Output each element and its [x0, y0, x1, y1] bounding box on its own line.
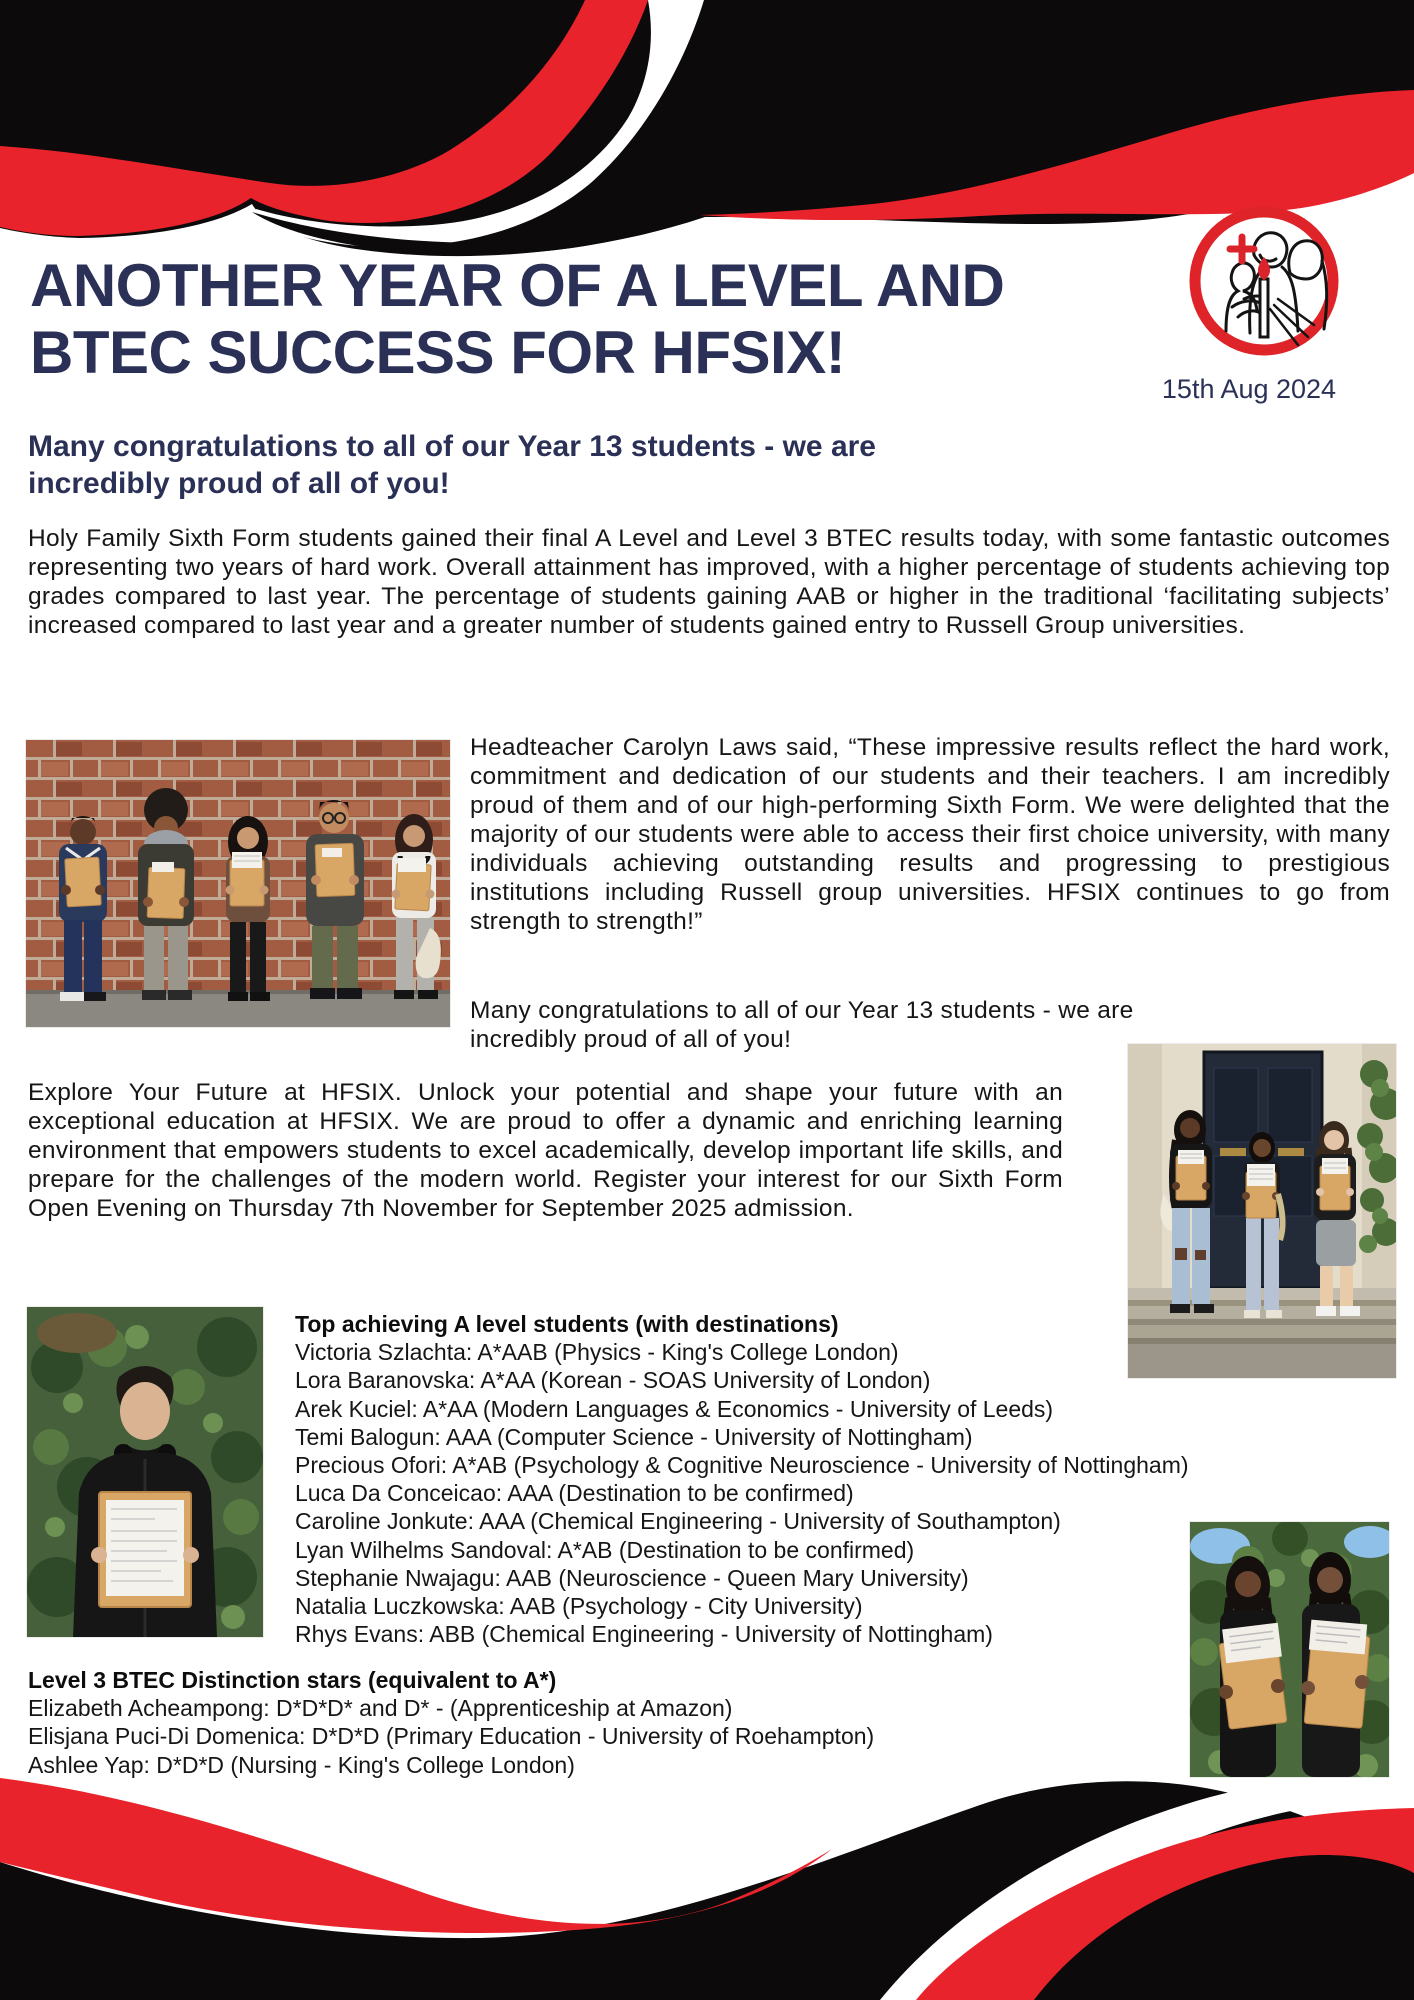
intro-paragraph: Holy Family Sixth Form students gained their final A Level and Level 3 BTEC results today, with some fantastic outcomes representing two years of hard work. Overall attainment has improved, with a higher percentage of students achieving top grades compared to last year. The percentage of students gaining AAB or higher in the traditional ‘facilitating subjects’ increased compared to last year and a greater number of students gained entry to Russell Group universities.: [28, 525, 1390, 639]
footer-swoosh-art: [0, 1765, 1414, 2000]
a-level-student-row: Victoria Szlachta: A*AAB (Physics - King's College London): [295, 1339, 899, 1366]
a-level-student-row: Lyan Wilhelms Sandoval: A*AB (Destination to be confirmed): [295, 1536, 915, 1563]
a-level-student-row: Temi Balogun: AAA (Computer Science - University of Nottingham): [295, 1423, 973, 1450]
a-level-student-row: Lora Baranovska: A*AA (Korean - SOAS University of London): [295, 1367, 931, 1394]
btec-results-list: [28, 1666, 874, 1779]
a-level-student-row: Precious Ofori: A*AB (Psychology & Cognitive Neuroscience - University of Nottingham): [295, 1452, 1189, 1479]
a-level-student-row: Stephanie Nwajagu: AAB (Neuroscience - Queen Mary University): [295, 1564, 969, 1591]
title-line-2: BTEC SUCCESS FOR HFSIX!: [30, 319, 846, 386]
a-level-student-row: Arek Kuciel: A*AA (Modern Languages & Economics - University of Leeds): [295, 1395, 1054, 1422]
photo-two-students: [1190, 1522, 1389, 1777]
explore-paragraph: Explore Your Future at HFSIX. Unlock your potential and shape your future with an exceptional education at HFSIX. We are proud to offer a dynamic and enriching learning environment that empowers students to excel academically, develop important life skills, and prepare for the challenges of the modern world. Register your interest for our Sixth Form Open Evening on Thursday 7th November for September 2025 admission.: [28, 1079, 1063, 1222]
a-level-student-row: Luca Da Conceicao: AAA (Destination to be confirmed): [295, 1480, 854, 1507]
intro-subtitle: Many congratulations to all of our Year 13 students - we are incredibly proud of all of you!: [28, 430, 876, 500]
congratulations-paragraph: Many congratulations to all of our Year 13 students - we are incredibly proud of all of you!: [470, 997, 1134, 1053]
school-logo: [1186, 203, 1342, 359]
headteacher-quote: Headteacher Carolyn Laws said, “These impressive results reflect the hard work, commitment and dedication of our students and their teachers. I am incredibly proud of them and of our high-performing Sixth Form. We were delighted that the majority of our students were able to access their first choice university, with many individuals achieving outstanding results and progressing to prestigious institutions including Russell group universities. HFSIX continues to go from strength to strength!”: [470, 734, 1390, 935]
title-line-1: ANOTHER YEAR OF A LEVEL AND: [30, 252, 1005, 319]
page-title: [30, 252, 1030, 386]
a-level-results-list: [295, 1310, 1189, 1648]
btec-student-row: Elizabeth Acheampong: D*D*D* and D* - (Apprenticeship at Amazon): [28, 1695, 733, 1722]
photo-single-student: [27, 1307, 263, 1637]
btec-student-row: Ashlee Yap: D*D*D (Nursing - King's College London): [28, 1751, 575, 1778]
btec-student-row: Elisjana Puci-Di Domenica: D*D*D (Primary Education - University of Roehampton): [28, 1723, 875, 1750]
publish-date: 15th Aug 2024: [1161, 374, 1337, 404]
a-level-student-row: Natalia Luczkowska: AAB (Psychology - City University): [295, 1593, 863, 1620]
a-level-student-row: Caroline Jonkute: AAA (Chemical Engineering - University of Southampton): [295, 1508, 1061, 1535]
a-level-heading: Top achieving A level students (with destinations): [295, 1311, 839, 1337]
btec-heading: Level 3 BTEC Distinction stars (equivalent to A*): [28, 1667, 557, 1693]
photo-group-brick-wall: [26, 740, 450, 1027]
a-level-student-row: Rhys Evans: ABB (Chemical Engineering - University of Nottingham): [295, 1621, 993, 1648]
